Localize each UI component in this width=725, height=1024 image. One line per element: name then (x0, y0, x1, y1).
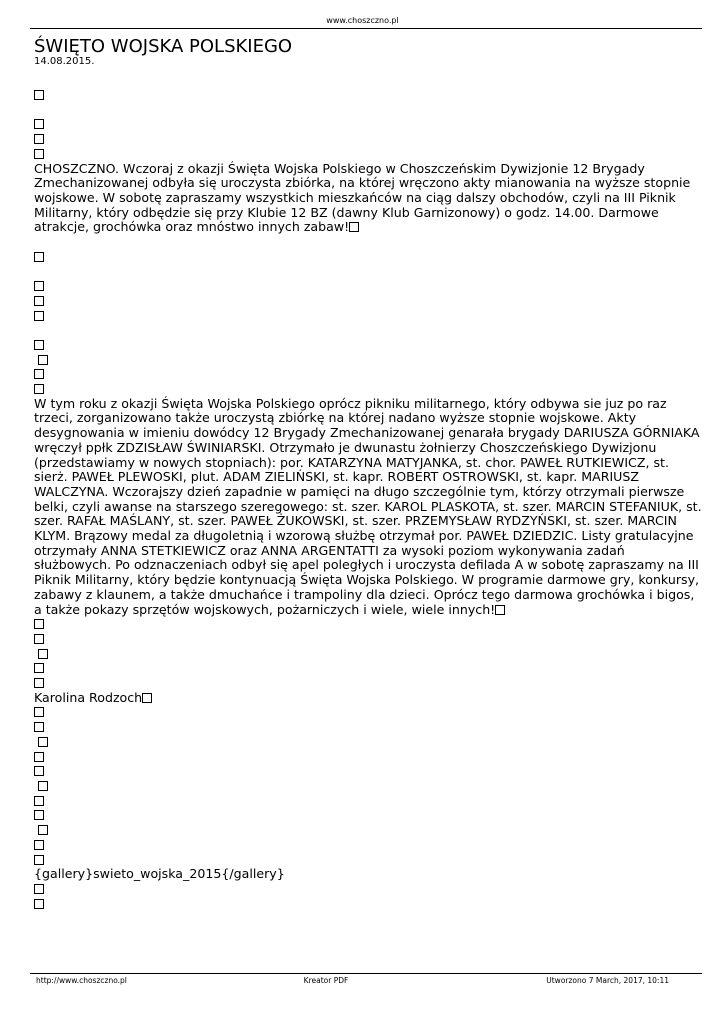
footer-url: http://www.choszczno.pl (36, 976, 127, 985)
missing-glyph-icon (34, 634, 44, 644)
placeholder-glyph-row (34, 764, 704, 779)
placeholder-glyph-row (34, 88, 704, 103)
missing-glyph-icon (34, 663, 44, 673)
missing-glyph-icon (142, 693, 152, 703)
footer-divider (30, 973, 702, 974)
article-title: ŚWIĘTO WOJSKA POLSKIEGO (34, 36, 293, 57)
missing-glyph-icon (38, 737, 48, 747)
missing-glyph-icon (34, 252, 44, 262)
placeholder-glyph-row (34, 250, 704, 265)
missing-glyph-icon (34, 766, 44, 776)
header-divider (30, 28, 702, 29)
footer-generator: Kreator PDF (303, 976, 349, 985)
paragraph-text: W tym roku z okazji Święta Wojska Polskiego oprócz pikniku militarnego, który odbywa sie juz po raz trzeci, zorganizowano także uroczystą zbiórkę na której nadano wyższe stopnie wojskowe. Akty desygnowania w imieniu dowódcy 12 Brygady Zmechanizowanej genarała brygady DARIUSZA GÓRNIAKA wręczył ppłk ZDZISŁAW ŚWINIARSKI. Otrzymało je dwunastu żołnierzy Choszczeńskiego Dywizjonu (przedstawiamy w nowych stopniach): por. KATARZYNA MATYJANKA, st. chor. PAWEŁ RUTKIEWICZ, st. sierż. PAWEŁ PLEWOSKI, plut. ADAM ZIELIŃSKI, st. kapr. ROBERT OSTROWSKI, st. kapr. MARIUSZ WALCZYNA. Wczorajszy dzień zapadnie w pamięci na długo szczególnie tym, którzy otrzymali pierwsze belki, czyli awanse na starszego szeregowego: st. szer. KAROL PLASKOTA, st. szer. MARCIN STEFANIUK, st. szer. RAFAŁ MAŚLANY, st. szer. PAWEŁ ŻUKOWSKI, st. szer. PRZEMYSŁAW RYDZYŃSKI, st. szer. MARCIN KLYM. Brązowy medal za długoletnią i wzorową służbę otrzymał por. PAWEŁ DZIEDZIC. Listy gratulacyjne otrzymały ANNA STETKIEWICZ oraz ANNA ARGENTATTI za wysoki poziom wykonywania zadań służbowych. Po odznaczeniach odbył się apel poległych i uroczysta defilada A w sobotę zapraszamy na III Piknik Militarny, który będzie kontynuacją Święta Wojska Polskiego. W programie darmowe gry, konkursy, zabawy z klaunem, a także dmuchańce i trampoliny dla dzieci. Oprócz tego darmowa grochówka i bigos, a także pokazy sprzętów wojskowych, pożarniczych i wiele, wiele innych! (34, 395, 702, 617)
placeholder-glyph-row (34, 117, 704, 132)
author-name: Karolina Rodzoch (34, 689, 143, 705)
placeholder-glyph-row (34, 132, 704, 147)
blank-line (34, 264, 704, 279)
placeholder-glyph-row (34, 838, 704, 853)
paragraph-text: CHOSZCZNO. Wczoraj z okazji Święta Wojska Polskiego w Choszczeńskim Dywizjonie 12 Brygady Zmechanizowanej odbyła się uroczysta zbiórka, na której wręczono akty mianowania na wyższe stopnie wojskowe. W sobotę zapraszamy wszystkich mieszkańców na ciąg dalszy obchodów, czyli na III Piknik Militarny, który odbędzie się przy Klubie 12 BZ (dawny Klub Garnizonowy) o godz. 14.00. Darmowe atrakcje, grochówka oraz mnóstwo innych zabaw! (34, 160, 691, 235)
placeholder-glyph-row (34, 309, 704, 324)
placeholder-glyph-row (34, 632, 704, 647)
missing-glyph-icon (34, 134, 44, 144)
blank-line (34, 103, 704, 118)
missing-glyph-icon (34, 810, 44, 820)
placeholder-glyph-row (34, 897, 704, 912)
missing-glyph-icon (34, 149, 44, 159)
placeholder-glyph-row (34, 853, 704, 868)
placeholder-glyph-row (34, 750, 704, 765)
missing-glyph-icon (34, 678, 44, 688)
missing-glyph-icon (34, 722, 44, 732)
missing-glyph-icon (38, 825, 48, 835)
placeholder-glyph-row (34, 823, 704, 838)
article-body (34, 88, 704, 911)
missing-glyph-icon (34, 384, 44, 394)
article-date: 14.08.2015. (34, 56, 95, 67)
placeholder-glyph-row (34, 647, 704, 662)
missing-glyph-icon (34, 119, 44, 129)
placeholder-glyph-row (34, 279, 704, 294)
missing-glyph-icon (349, 222, 359, 232)
placeholder-glyph-row (34, 794, 704, 809)
missing-glyph-icon (495, 605, 505, 615)
missing-glyph-icon (38, 781, 48, 791)
placeholder-glyph-row (34, 779, 704, 794)
missing-glyph-icon (34, 707, 44, 717)
placeholder-glyph-row (34, 353, 704, 368)
missing-glyph-icon (34, 619, 44, 629)
placeholder-glyph-row (34, 367, 704, 382)
placeholder-glyph-row (34, 617, 704, 632)
blank-line (34, 235, 704, 250)
placeholder-glyph-row (34, 705, 704, 720)
placeholder-glyph-row (34, 720, 704, 735)
placeholder-glyph-row (34, 808, 704, 823)
missing-glyph-icon (34, 369, 44, 379)
placeholder-glyph-row (34, 735, 704, 750)
missing-glyph-icon (34, 899, 44, 909)
article-paragraph-intro (34, 162, 704, 236)
placeholder-glyph-row (34, 676, 704, 691)
blank-line (34, 323, 704, 338)
placeholder-glyph-row (34, 382, 704, 397)
missing-glyph-icon (34, 311, 44, 321)
placeholder-glyph-row (34, 661, 704, 676)
missing-glyph-icon (34, 296, 44, 306)
missing-glyph-icon (34, 752, 44, 762)
missing-glyph-icon (38, 355, 48, 365)
placeholder-glyph-row (34, 294, 704, 309)
missing-glyph-icon (34, 884, 44, 894)
missing-glyph-icon (34, 840, 44, 850)
article-paragraph-main (34, 397, 704, 618)
missing-glyph-icon (34, 855, 44, 865)
missing-glyph-icon (34, 796, 44, 806)
missing-glyph-icon (38, 649, 48, 659)
missing-glyph-icon (34, 90, 44, 100)
header-site-url: www.choszczno.pl (326, 16, 399, 25)
placeholder-glyph-row (34, 882, 704, 897)
gallery-tag: {gallery}swieto_wojska_2015{/gallery} (34, 866, 285, 882)
article-author (34, 691, 704, 706)
missing-glyph-icon (34, 340, 44, 350)
placeholder-glyph-row (34, 338, 704, 353)
missing-glyph-icon (34, 281, 44, 291)
footer-created: Utworzono 7 March, 2017, 10:11 (546, 976, 669, 985)
placeholder-glyph-row (34, 147, 704, 162)
